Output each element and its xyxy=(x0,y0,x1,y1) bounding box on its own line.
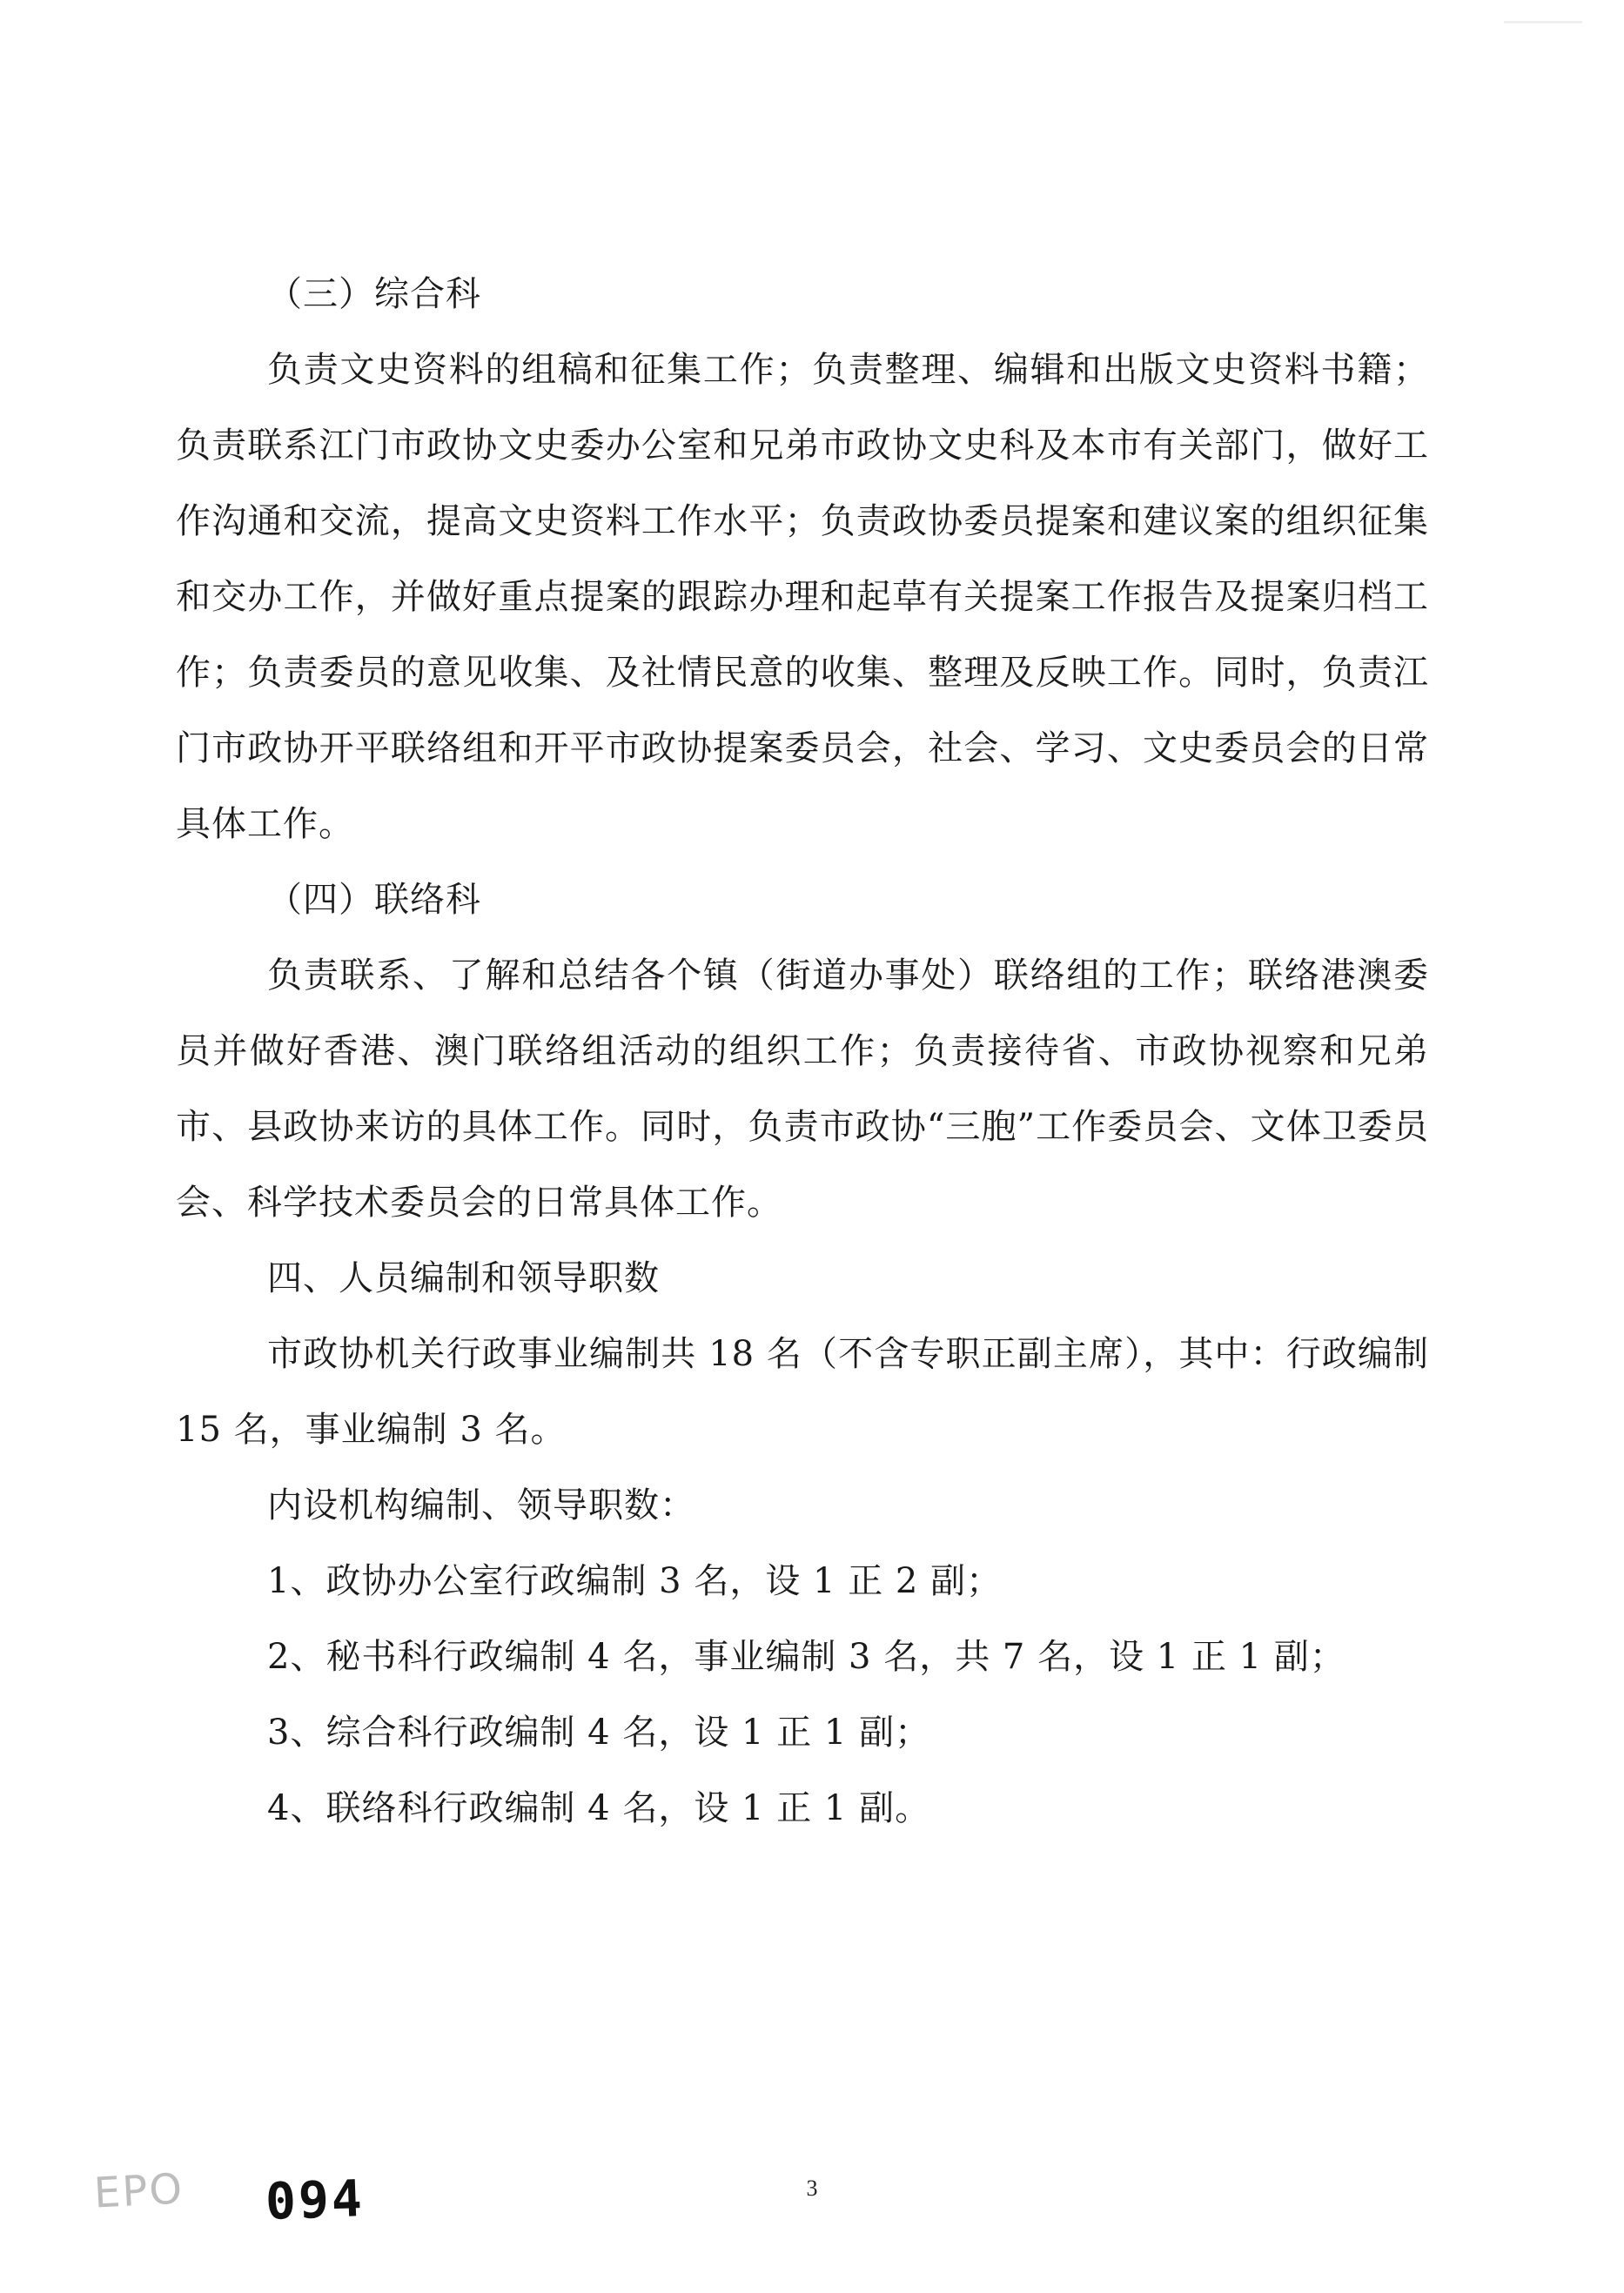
faded-stamp-mark: EPO xyxy=(92,2164,185,2218)
staffing-body xyxy=(176,1317,1429,1468)
section-4-heading: （四）联络科 xyxy=(267,880,481,920)
staffing-item-3: 3、综合科行政编制 4 名，设 1 正 1 副； xyxy=(267,1713,931,1753)
staffing-item-4: 4、联络科行政编制 4 名，设 1 正 1 副。 xyxy=(267,1788,931,1828)
scan-mark xyxy=(1504,21,1582,23)
archive-number-stamp: 094 xyxy=(264,2169,366,2231)
section-3-paragraph: 负责文史资料的组稿和征集工作；负责整理、编辑和出版文史资料书籍；负责联系江门市政协文史委办公室和兄弟市政协文史科及本市有关部门，做好工作沟通和交流，提高文史资料工作水平；负责政协委员提案和建议案的组织征集和交办工作，并做好重点提案的跟踪办理和起草有关提案工作报告及提案归档工作；负责委员的意见收集、及社情民意的收集、整理及反映工作。同时，负责江门市政协开平联络组和开平市政协提案委员会，社会、学习、文史委员会的日常具体工作。 xyxy=(176,350,1429,844)
staffing-item-2: 2、秘书科行政编制 4 名，事业编制 3 名，共 7 名，设 1 正 1 副； xyxy=(267,1637,1346,1677)
document-body xyxy=(176,257,1429,1847)
staffing-item-1: 1、政协办公室行政编制 3 名，设 1 正 2 副； xyxy=(267,1561,1003,1601)
staffing-sub-heading: 内设机构编制、领导职数： xyxy=(267,1485,695,1525)
staffing-paragraph: 市政协机关行政事业编制共 18 名（不含专职正副主席），其中：行政编制 15 名，事业编制 3 名。 xyxy=(176,1334,1429,1450)
section-3-body xyxy=(176,332,1429,862)
section-4-paragraph: 负责联系、了解和总结各个镇（街道办事处）联络组的工作；联络港澳委员并做好香港、澳门联络组活动的组织工作；负责接待省、市政协视察和兄弟市、县政协来访的具体工作。同时，负责市政协“三胞”工作委员会、文体卫委员会、科学技术委员会的日常具体工作。 xyxy=(176,955,1429,1223)
section-3-heading: （三）综合科 xyxy=(267,274,481,314)
page-number: 3 xyxy=(806,2176,818,2201)
section-4-body xyxy=(176,938,1429,1241)
staffing-heading: 四、人员编制和领导职数 xyxy=(267,1258,660,1298)
